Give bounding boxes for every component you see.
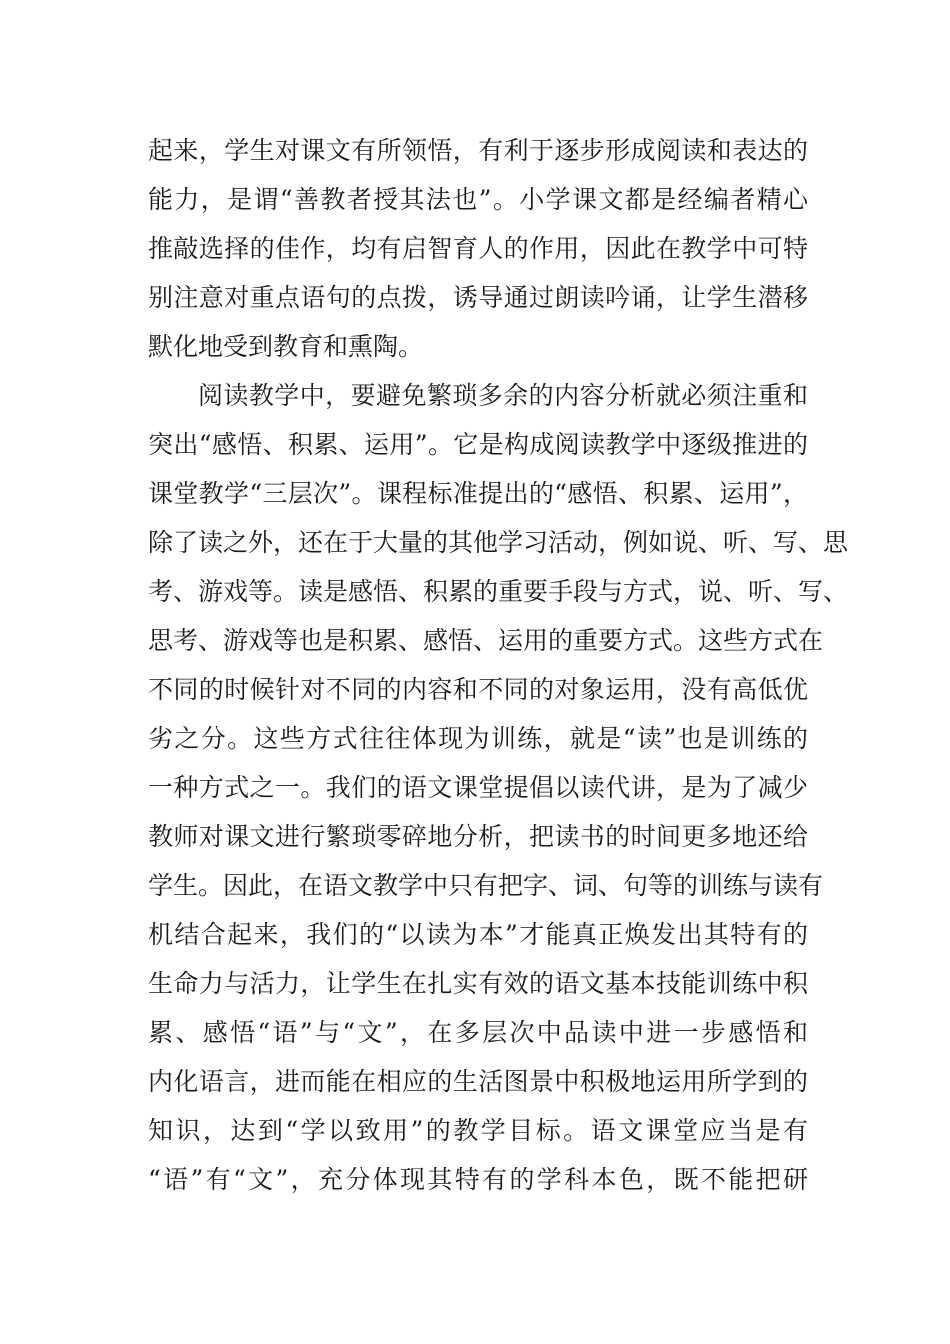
text-line: 劣之分。这些方式往往体现为训练，就是“读”也是训练的 <box>148 724 808 753</box>
paragraph-1 <box>148 126 808 371</box>
text-line: 内化语言，进而能在相应的生活图景中积极地运用所学到的 <box>148 1067 808 1096</box>
text-line: 能力，是谓“善教者授其法也”。小学课文都是经编者精心 <box>148 185 808 214</box>
body-text <box>148 126 849 1204</box>
text-line: 知识，达到“学以致用”的教学目标。语文课堂应当是有 <box>148 1116 808 1145</box>
text-line: 起来，学生对课文有所领悟，有利于逐步形成阅读和表达的 <box>148 136 808 165</box>
text-line: 考、游戏等。读是感悟、积累的重要手段与方式，说、听、写、 <box>148 577 849 606</box>
text-line: 课堂教学“三层次”。课程标准提出的“感悟、积累、运用”， <box>148 479 808 508</box>
text-line: 不同的时候针对不同的内容和不同的对象运用，没有高低优 <box>148 675 808 704</box>
text-line: 除了读之外，还在于大量的其他学习活动，例如说、听、写、思 <box>148 528 849 557</box>
text-line: 教师对课文进行繁琐零碎地分析，把读书的时间更多地还给 <box>148 822 808 851</box>
text-line: 思考、游戏等也是积累、感悟、运用的重要方式。这些方式在 <box>148 626 824 655</box>
text-line: 默化地受到教育和熏陶。 <box>148 332 424 361</box>
text-line: 累、感悟“语”与“文”，在多层次中品读中进一步感悟和 <box>148 1018 808 1047</box>
text-line: 机结合起来，我们的“以读为本”才能真正焕发出其特有的 <box>148 920 808 949</box>
text-line: 别注意对重点语句的点拨，诱导通过朗读吟诵，让学生潜移 <box>148 283 808 312</box>
paragraph-2 <box>148 371 849 1204</box>
text-line: “语”有“文”，充分体现其特有的学科本色，既不能把研 <box>148 1165 808 1194</box>
text-line: 一种方式之一。我们的语文课堂提倡以读代讲，是为了减少 <box>148 773 808 802</box>
text-line: 推敲选择的佳作，均有启智育人的作用，因此在教学中可特 <box>148 234 808 263</box>
text-line: 学生。因此，在语文教学中只有把字、词、句等的训练与读有 <box>148 871 824 900</box>
text-line: 生命力与活力，让学生在扎实有效的语文基本技能训练中积 <box>148 969 808 998</box>
text-line: 阅读教学中，要避免繁琐多余的内容分析就必须注重和 <box>198 381 808 410</box>
text-line: 突出“感悟、积累、运用”。它是构成阅读教学中逐级推进的 <box>148 430 808 459</box>
